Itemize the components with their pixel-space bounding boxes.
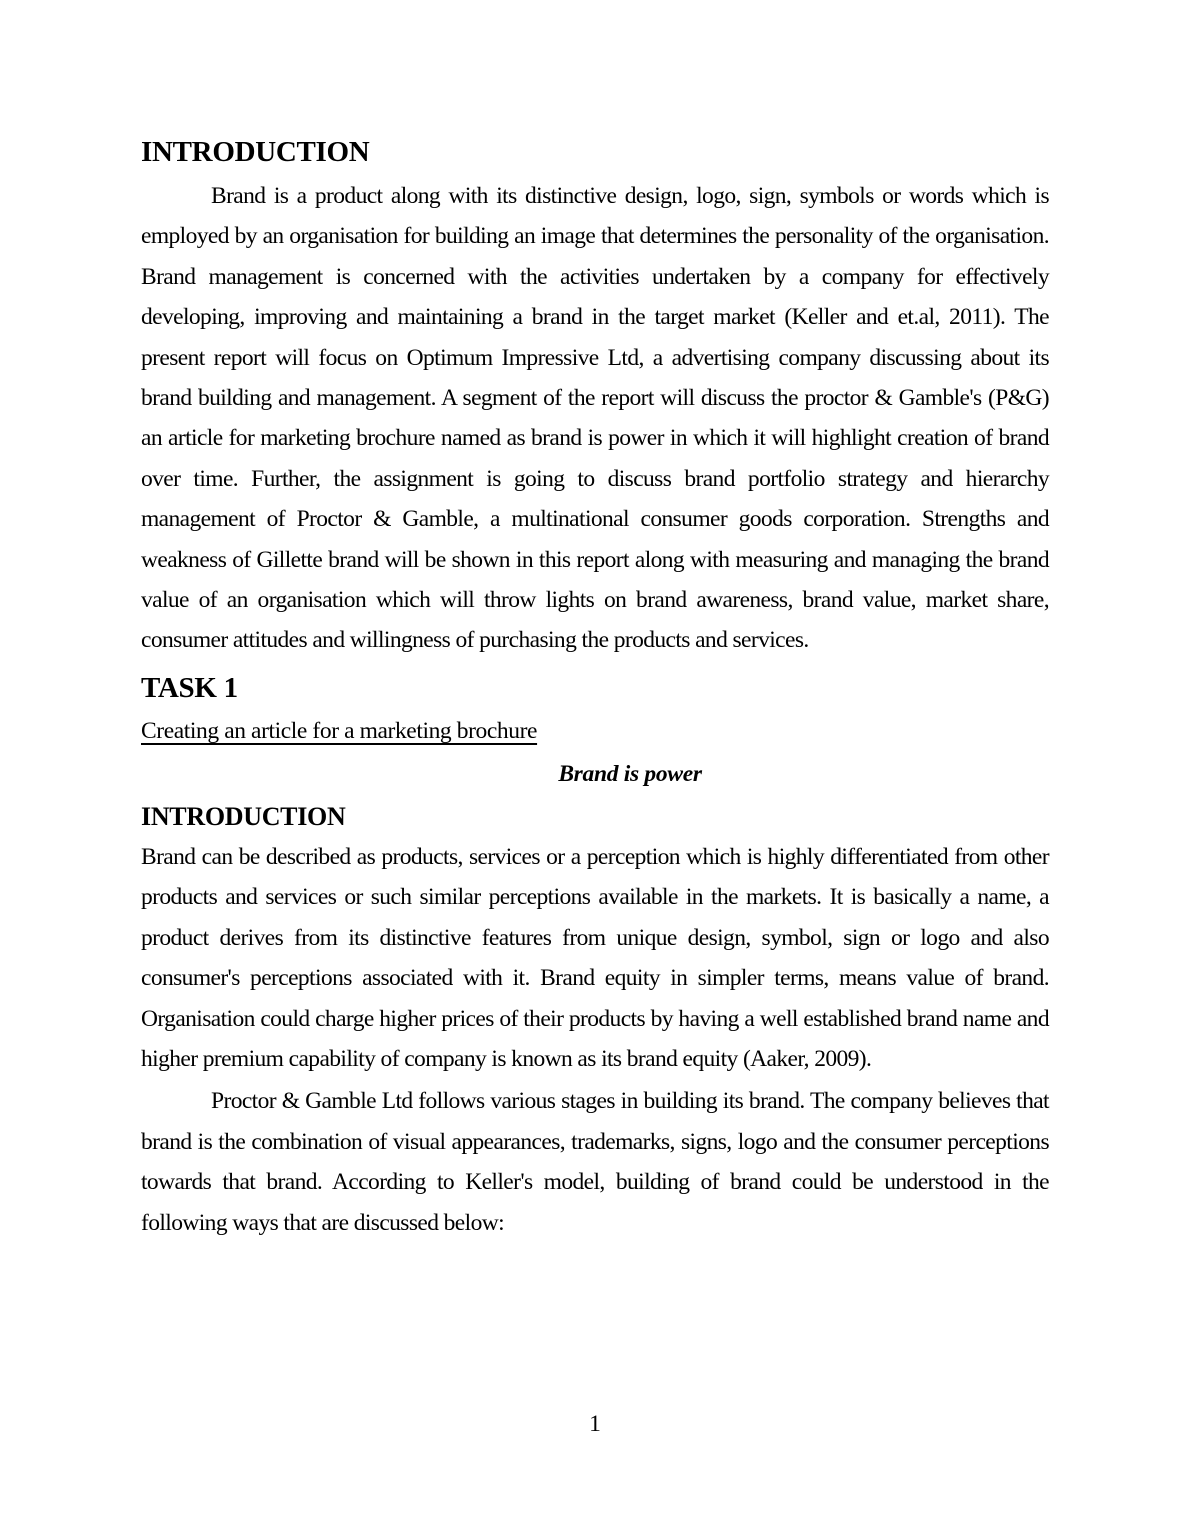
intro-heading: INTRODUCTION <box>141 136 370 168</box>
article-paragraph-1: Brand can be described as products, services or a perception which is highly differentiated from other products and services or such similar perceptions available in the markets. It is basically a name, a product derives from its distinctive features from unique design, symbol, sign or logo and also consumer's perceptions associated with it. Brand equity in simpler terms, means value of brand. Organisation could charge higher prices of their products by having a well established brand name and higher premium capability of company is known as its brand equity (Aaker, 2009). <box>141 843 1049 1072</box>
page-number: 1 <box>589 1411 601 1437</box>
task-1-heading: TASK 1 <box>141 671 238 704</box>
article-intro-heading: INTRODUCTION <box>141 801 346 831</box>
article-paragraph-2: Proctor & Gamble Ltd follows various stages in building its brand. The company believes that brand is the combination of visual appearances, trademarks, signs, logo and the consumer perceptions towards that brand. According to Keller's model, building of brand could be understood in the following ways that are discussed below: <box>141 1088 1049 1236</box>
intro-paragraph: Brand is a product along with its distinctive design, logo, sign, symbols or words which is employed by an organisation for building an image that determines the personality of the organisation. Brand management is concerned with the activities undertaken by a company for effectively developing, improving and maintaining a brand in the target market (Keller and et.al, 2011). The present report will focus on Optimum Impressive Ltd, a advertising company discussing about its brand building and management. A segment of the report will discuss the proctor & Gamble's (P&G) an article for marketing brochure named as brand is power in which it will highlight creation of brand over time. Further, the assignment is going to discuss brand portfolio strategy and hierarchy management of Proctor & Gamble, a multinational consumer goods corporation. Strengths and weakness of Gillette brand will be shown in this report along with measuring and managing the brand value of an organisation which will throw lights on brand awareness, brand value, market share, consumer attitudes and willingness of purchasing the products and services. <box>141 183 1049 654</box>
task-subheading: Creating an article for a marketing brochure <box>141 717 538 744</box>
article-title: Brand is power <box>558 760 702 787</box>
